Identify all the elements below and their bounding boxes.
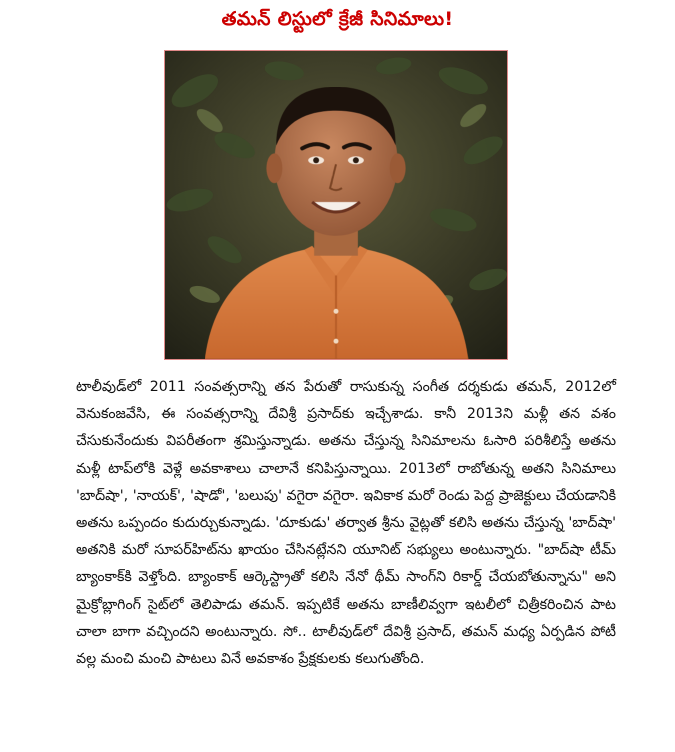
article-photo: [164, 50, 508, 360]
article-body: [76, 374, 616, 673]
article-headline: తమన్ లిస్టులో క్రేజీ సినిమాలు!: [221, 8, 454, 30]
article-paragraph: టాలీవుడ్‌లో 2011 సంవత్సరాన్ని తన పేరుతో రాసుకున్న సంగీత దర్శకుడు తమన్, 2012లో వెనుకంజవేసి, ఈ సంవత్సరాన్ని దేవిశ్రీ ప్రసాద్‌కు ఇచ్చేశాడు. కానీ 2013ని మళ్లీ తన వశం చేసుకునేందుకు విపరీతంగా శ్రమిస్తున్నాడు. అతను చేస్తున్న సినిమాలను ఓసారి పరిశీలిస్తే అతను మళ్లీ టాప్‌లోకి వెళ్లే అవకాశాలు చాలానే కనిపిస్తున్నాయి. 2013లో రాబోతున్న అతని సినిమాలు 'బాద్‌షా', 'నాయక్', 'షాడో', 'బలుపు' వగైరా వగైరా. ఇవికాక మరో రెండు పెద్ద ప్రాజెక్టులు చేయడానికి అతను ఒప్పందం కుదుర్చుకున్నాడు. 'దూకుడు' తర్వాత శ్రీను వైట్లతో కలిసి అతను చేస్తున్న 'బాద్‌షా' అతనికి మరో సూపర్‌హిట్‌ను ఖాయం చేసినట్లేనని యూనిట్ సభ్యులు అంటున్నారు. "బాద్‌షా టీమ్ బ్యాంకాక్‌కి వెళ్తోంది. బ్యాంకాక్ ఆర్కెస్ట్రాతో కలిసి నేనో థీమ్ సాంగ్‌ని రికార్డ్ చేయబోతున్నాను" అని మైక్రోబ్లాగింగ్ సైట్‌లో తెలిపాడు తమన్. ఇప్పటికే అతను బాణీలివ్వగా ఇటలీలో చిత్రీకరించిన పాట చాలా బాగా వచ్చిందని అంటున్నారు. సో.. టాలీవుడ్‌లో దేవిశ్రీ ప్రసాద్, తమన్ మధ్య ఏర్పడిన పోటీ వల్ల మంచి మంచి పాటలు వినే అవకాశం ప్రేక్షకులకు కలుగుతోంది.: [76, 379, 616, 668]
portrait-illustration: [165, 51, 507, 359]
